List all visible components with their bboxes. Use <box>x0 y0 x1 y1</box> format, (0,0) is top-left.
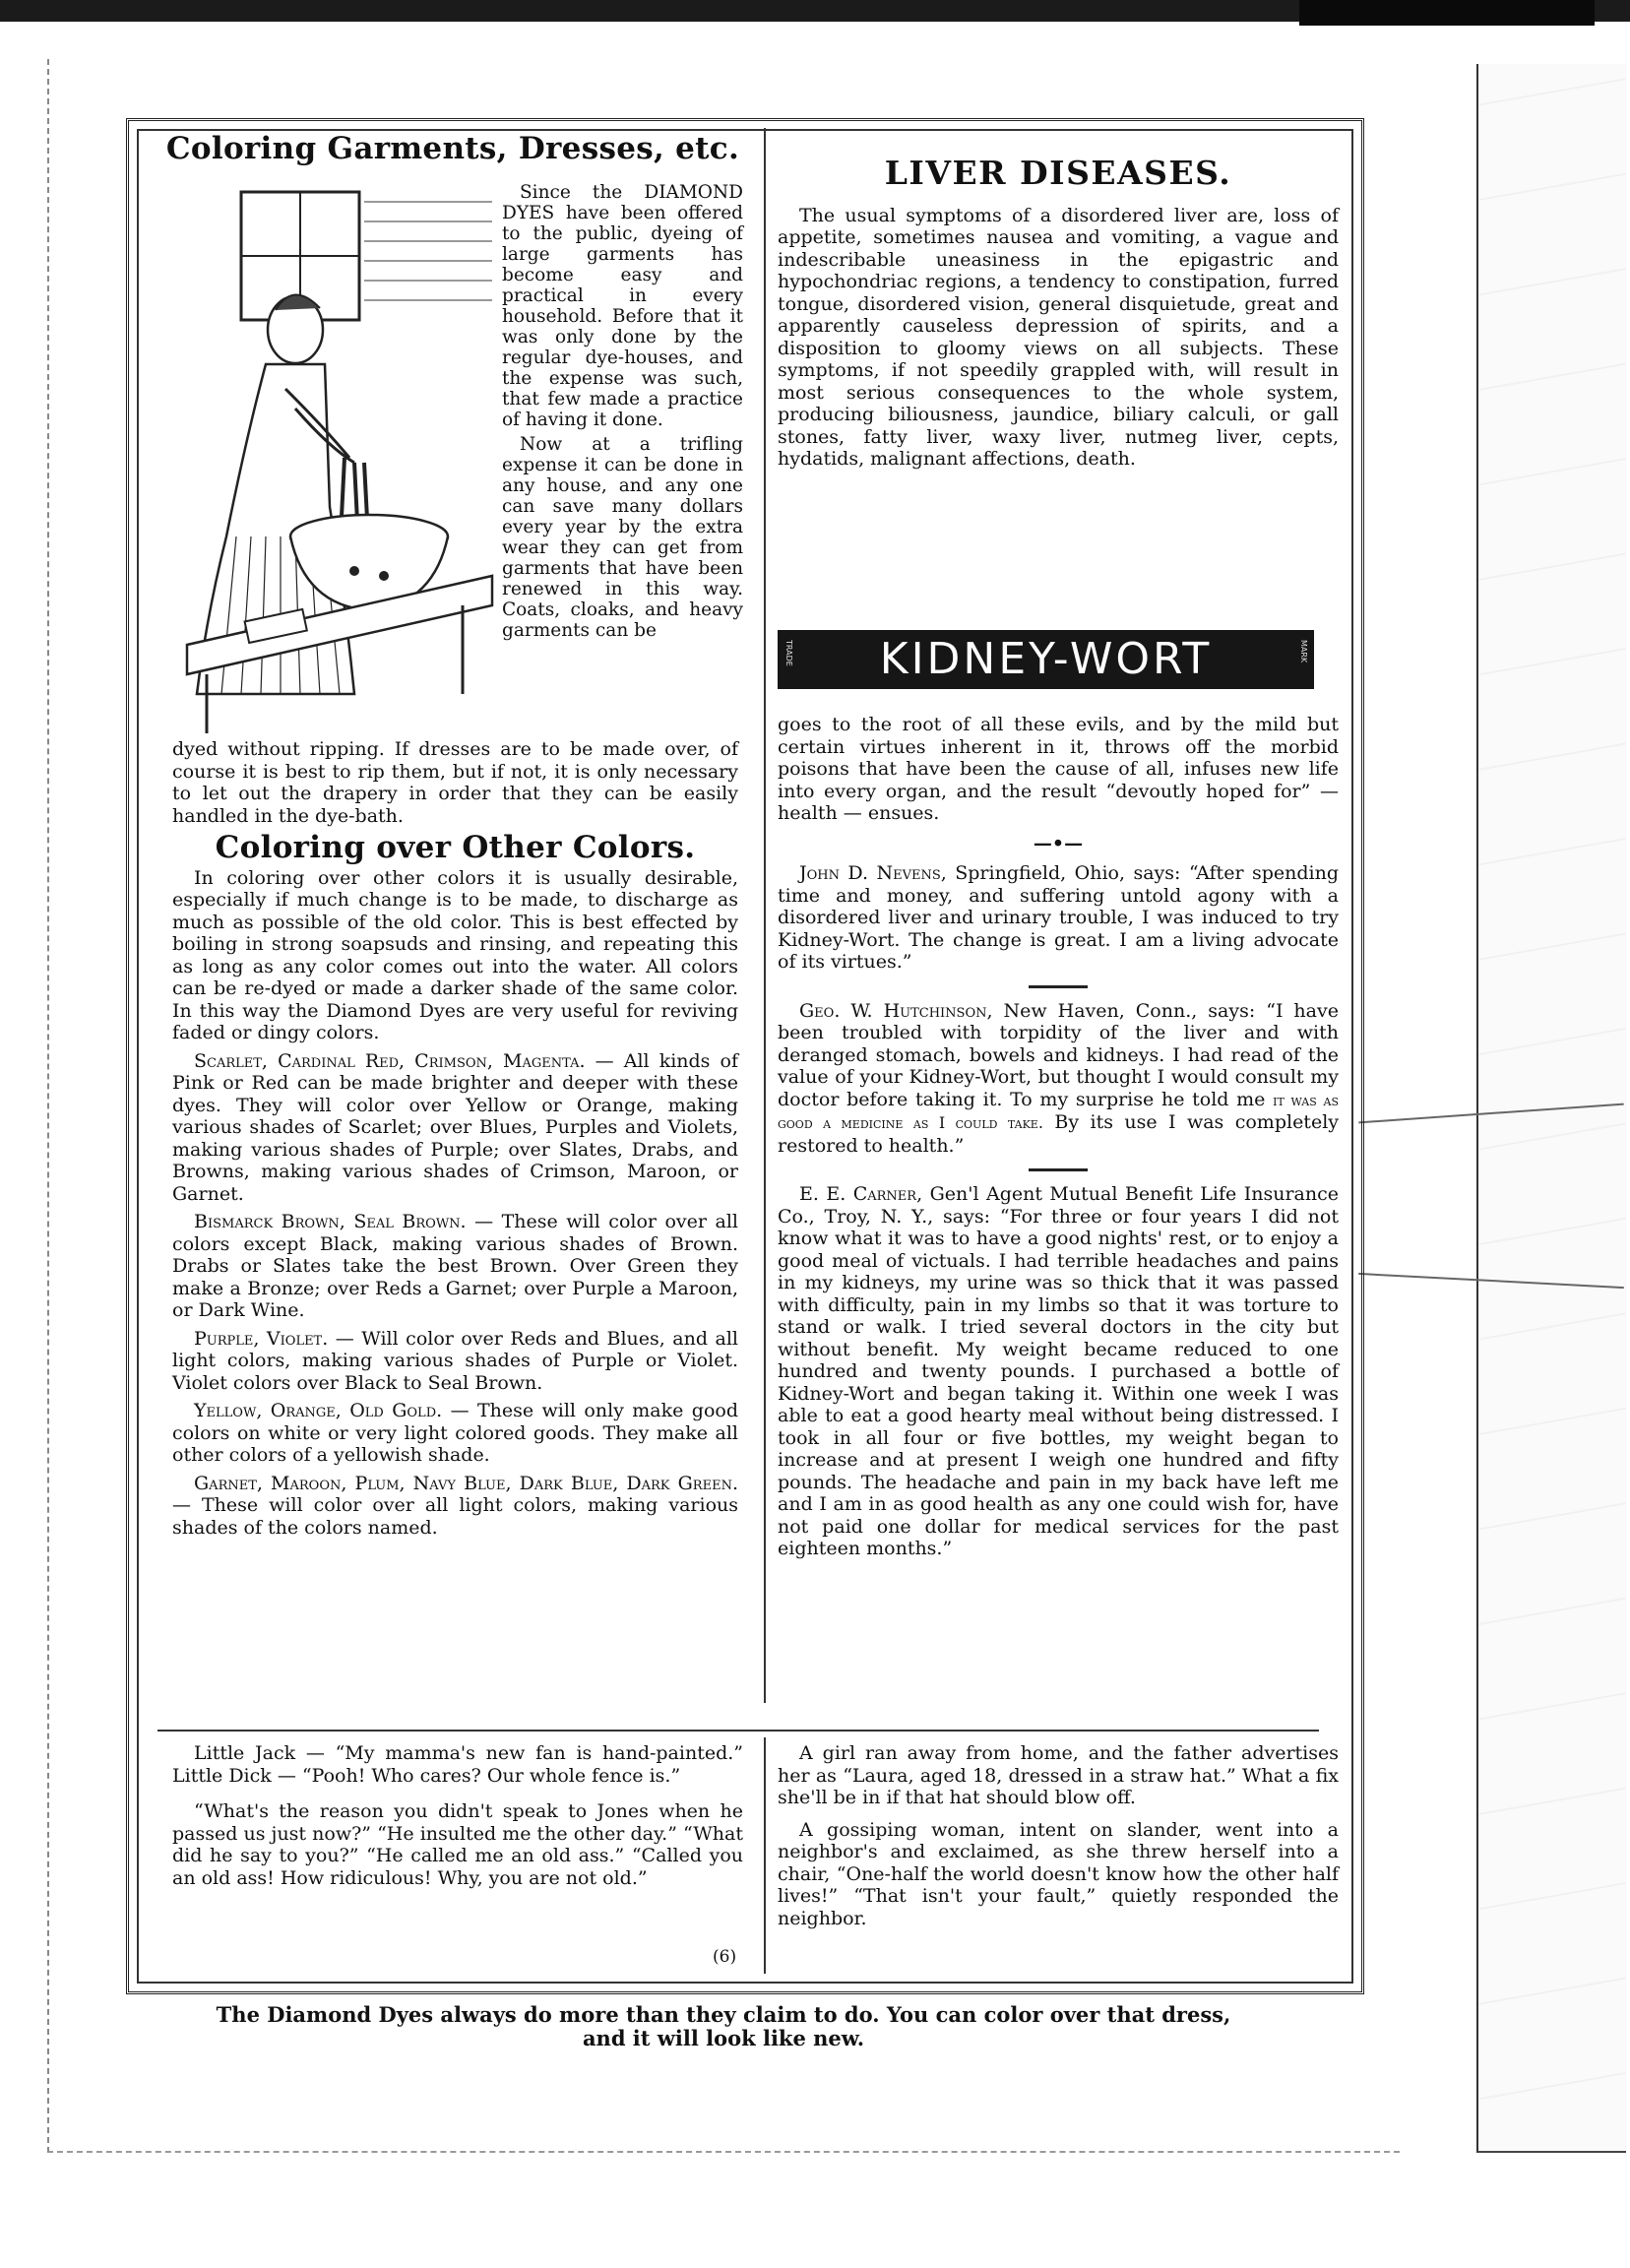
paragraph: — These will color over all colors except Black, making various shades of Brown. Drabs or Slates take the best Brown. Over Green they make a Bronze; over Reds a Garnet; over Purple a Maroon, or Dark Wine. <box>172 1211 738 1321</box>
testimonial-place: New Haven, Conn., says: <box>1003 999 1256 1022</box>
wrap-text <box>502 182 743 645</box>
jokes-right <box>778 1742 1339 1935</box>
mark-label: MARK <box>1299 640 1308 663</box>
paragraph: — These will only make good colors on white or very light colored goods. They make all other colors of a yellowish shade. <box>172 1400 738 1466</box>
testimonial-body: “For three or four years I did not know what it was to have a good nights' rest, or to enjoy a good meal of victuals. I had terrible headaches and pains in my kidneys, my urine was so thick that it was passed with difficulty, pain in my limbs so that it was torture to stand or walk. I tried several doctors in the city but without benefit. My weight became reduced to one hundred and twenty pounds. I purchased a bottle of Kidney-Wort and began taking it. Within one week I was able to eat a good hearty meal without being distressed. I took in all four or five bottles, my weight began to increase and at present I weigh one hundred and fifty pounds. The headache and pain in my back have left me and I am in as good health as any one could wish for, have not paid one dollar for medical services for the past eighteen months.” <box>778 1205 1339 1559</box>
right-column-top <box>778 154 1339 476</box>
column-divider <box>764 128 766 1703</box>
footer-line: and it will look like new. <box>582 2026 865 2050</box>
banner-text: KIDNEY-WORT <box>879 634 1213 684</box>
right-column-body <box>778 714 1339 1566</box>
testimonial-emphasis: it was as good a medicine as I could take. <box>778 1090 1339 1132</box>
paragraph: — All kinds of Pink or Red can be made brighter and deeper with these dyes. They will color over Yellow or Orange, making various shades of Scarlet; over Blues, Purples and Violets, making various shades of Purple; over Slates, Drabs, and Browns, making various shades of Crimson, Maroon, or Garnet. <box>172 1049 738 1205</box>
paragraph: In coloring over other colors it is usually desirable, especially if much change is to be made, to discharge as much as possible of the old color. This is best effected by boiling in strong soapsuds and rinsing, and repeating this as long as any color comes out into the water. All colors can be re-dyed or made a darker shade of the same color. In this way the Diamond Dyes are very useful for reviving faded or dingy colors. <box>172 866 738 1043</box>
testimonial-body: By its use I was completely restored to health.” <box>778 1111 1340 1157</box>
joke: A girl ran away from home, and the father advertises her as “Laura, aged 18, dressed in a straw hat.” What a fix she'll be in if that hat should blow off. <box>778 1742 1339 1808</box>
section-divider <box>157 1730 1319 1732</box>
paragraph: Since the DIAMOND DYES have been offered to the public, dyeing of large garments has become easy and practical in every household. Before that it was only done by the regular dye-houses, and the expense was such, that few made a practice of having it done. <box>502 182 743 430</box>
joke: Little Jack — “My mamma's new fan is hand-painted.” Little Dick — “Pooh! Who cares? Our whole fence is.” <box>172 1742 743 1787</box>
scan-top-mark <box>1299 0 1595 26</box>
page-number: (6) <box>713 1947 737 1967</box>
joke: A gossiping woman, intent on slander, went into a neighbor's and exclaimed, as she threw herself into a chair, “One-half the world doesn't know how the other half lives!” “That isn't your fault,” quietly responded the neighbor. <box>778 1818 1339 1929</box>
paragraph: Now at a trifling expense it can be done in any house, and any one can save many dollars every year by the extra wear they can get from garments that have been renewed in this way. Coats, cloaks, and heavy garments can be <box>502 434 743 641</box>
testimonial-name: Geo. W. Hutchinson, <box>799 999 993 1022</box>
testimonial-place: Springfield, Ohio, says: <box>955 862 1181 884</box>
color-group-heading: Yellow, Orange, Old Gold. <box>194 1400 443 1421</box>
testimonial-place: Gen'l Agent Mutual Benefit Life Insurance Co., Troy, N. Y., says: <box>778 1183 1339 1228</box>
footer-slogan <box>148 2003 1299 2050</box>
paragraph: goes to the root of all these evils, and by the mild but certain virtues inherent in it, throws off the morbid poisons that have been the cause of all, infuses new life into every organ, and the result “devoutly hoped for” — health — ensues. <box>778 714 1339 824</box>
article-title: LIVER DISEASES. <box>884 154 1232 192</box>
separator: —•— <box>1033 832 1084 854</box>
joke: “What's the reason you didn't speak to Jones when he passed us just now?” “He insulted me the other day.” “What did he say to you?” “He called me an old ass.” “Called you an old ass! How ridiculous! Why, you are not old.” <box>172 1800 743 1889</box>
section-subtitle: Coloring over Other Colors. <box>215 830 696 865</box>
testimonial-name: E. E. Carner, <box>799 1183 923 1205</box>
trade-label: TRADE <box>784 640 793 666</box>
color-group-heading: Garnet, Maroon, Plum, Navy Blue, Dark Blue, Dark Green. <box>194 1472 738 1494</box>
article-title: Coloring Garments, Dresses, etc. <box>165 131 740 166</box>
color-group-heading: Purple, Violet. <box>194 1327 329 1350</box>
separator-rule <box>1029 1168 1088 1171</box>
paragraph: — These will color over all light colors, making various shades of the colors named. <box>172 1494 738 1539</box>
footer-line: The Diamond Dyes always do more than they claim to do. You can color over that dress, <box>216 2002 1231 2027</box>
color-group-heading: Bismarck Brown, Seal Brown. <box>194 1211 467 1232</box>
jokes-left <box>172 1742 743 1895</box>
left-column-body <box>172 738 738 1544</box>
paragraph: — Will color over Reds and Blues, and all light colors, making various shades of Purple or Violet. Violet colors over Black to Seal Brown. <box>172 1327 738 1394</box>
kidney-wort-banner <box>778 630 1314 689</box>
paragraph: dyed without ripping. If dresses are to be made over, of course it is best to rip them, but if not, it is only necessary to let out the drapery in order that they can be easily handled in the dye-bath. <box>172 738 738 827</box>
paragraph: The usual symptoms of a disordered liver are, loss of appetite, sometimes nausea and vomiting, a vague and indescribable uneasiness in the epigastric and hypochondriac regions, a tendency to constipation, furred tongue, disordered vision, general disquietude, great and apparently causeless depression of spirits, and a disposition to gloomy views on all subjects. These symptoms, if not speedily grappled with, will result in most serious consequences to the whole system, producing biliousness, jaundice, biliary calculi, or gall stones, fatty liver, waxy liver, nutmeg liver, cepts, hydatids, malignant affections, death. <box>778 204 1339 470</box>
left-title-block <box>162 131 743 166</box>
jokes-column-divider <box>764 1737 766 1974</box>
color-group-heading: Scarlet, Cardinal Red, Crimson, Magenta. <box>194 1049 586 1072</box>
testimonial-name: John D. Nevens, <box>799 862 947 884</box>
separator-rule <box>1029 985 1088 988</box>
woman-dyeing-illustration <box>167 182 497 733</box>
testimonial-body: “After spending time and money, and suffering untold agony with a disordered liver and urinary trouble, I was induced to try Kidney-Wort. The change is great. I am a living advocate of its virtues.” <box>778 862 1339 973</box>
testimonial-body: “I have been troubled with torpidity of the liver and with deranged stomach, bowels and kidneys. I had read of the value of your Kidney-Wort, but thought I would consult my doctor before taking it. To my surprise he told me <box>778 999 1339 1110</box>
